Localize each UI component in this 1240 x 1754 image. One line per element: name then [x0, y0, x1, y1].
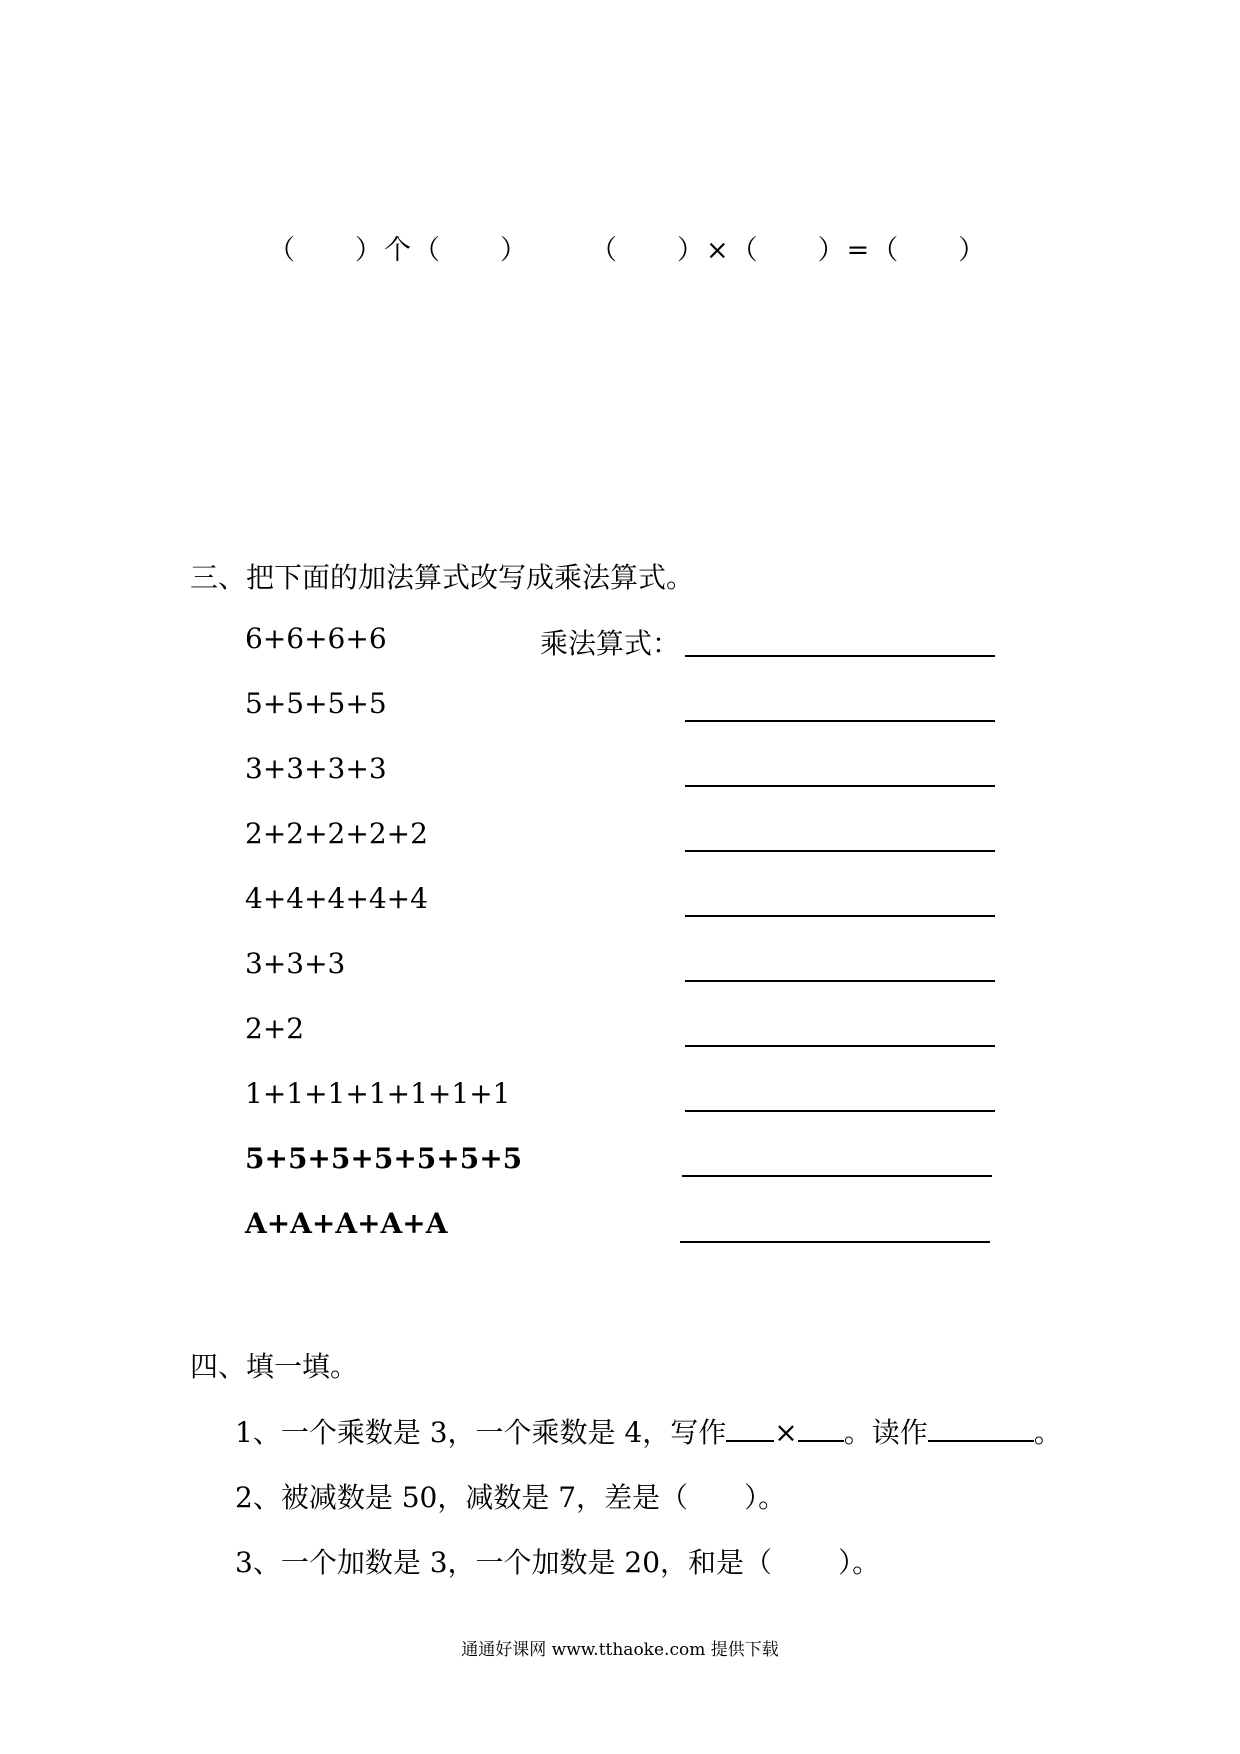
answer-line[interactable]: [682, 1175, 992, 1177]
question-2: [235, 1476, 786, 1516]
addition-expression: 3+3+3+3: [245, 752, 387, 785]
factor-blank-1[interactable]: [726, 1413, 774, 1442]
addition-expression: 1+1+1+1+1+1+1: [245, 1077, 511, 1110]
addition-expression: 5+5+5+5+5+5+5: [245, 1142, 523, 1175]
answer-line[interactable]: [685, 915, 995, 917]
question-1-text: 1、一个乘数是 3，一个乘数是 4，写作: [235, 1416, 727, 1449]
answer-line[interactable]: [685, 655, 995, 657]
addition-expression: 3+3+3: [245, 947, 346, 980]
question-3-end: ）。: [838, 1546, 881, 1579]
times-sign: ×: [774, 1416, 798, 1449]
answer-line[interactable]: [685, 1045, 995, 1047]
answer-line[interactable]: [685, 720, 995, 722]
answer-line[interactable]: [685, 785, 995, 787]
question-3-text: 3、一个加数是 3，一个加数是 20，和是（: [235, 1546, 773, 1579]
section4-title: 四、填一填。: [190, 1350, 359, 1383]
factor-blank-2[interactable]: [798, 1413, 844, 1442]
group-count-fill: （ ）个（ ）: [268, 235, 529, 266]
question-3: [235, 1541, 880, 1581]
addition-expression: A+A+A+A+A: [245, 1207, 448, 1240]
answer-line[interactable]: [685, 1110, 995, 1112]
multiplication-label: 乘法算式：: [540, 627, 681, 660]
question-2-text: 2、被减数是 50，减数是 7，差是（: [235, 1481, 689, 1514]
addition-expression: 5+5+5+5: [245, 687, 387, 720]
question-1: [235, 1411, 1062, 1451]
question-2-end: ）。: [744, 1481, 787, 1514]
section3-title: 三、把下面的加法算式改写成乘法算式。: [190, 561, 695, 594]
reading-blank[interactable]: [928, 1413, 1034, 1442]
addition-expression: 2+2+2+2+2: [245, 817, 428, 850]
answer-line[interactable]: [685, 980, 995, 982]
multiplication-equation-fill: （ ）×（ ）=（ ）: [590, 235, 988, 266]
addition-expression: 4+4+4+4+4: [245, 882, 428, 915]
question-1-read-text: 。读作: [843, 1416, 928, 1449]
answer-line[interactable]: [680, 1241, 990, 1243]
addition-expression: 2+2: [245, 1012, 305, 1045]
question-1-end: 。: [1033, 1416, 1062, 1449]
answer-line[interactable]: [685, 850, 995, 852]
addition-expression: 6+6+6+6: [245, 622, 387, 655]
footer-source: 通通好课网 www.tthaoke.com 提供下载: [461, 1640, 779, 1660]
